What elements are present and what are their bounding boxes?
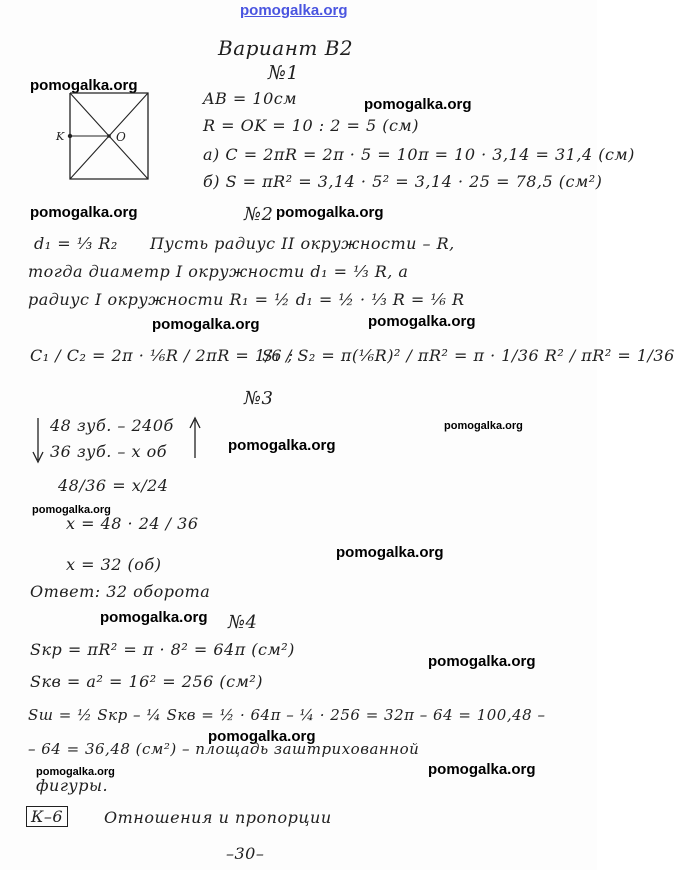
task1-radius: R = OK = 10 : 2 = 5 (см) [203,116,419,135]
task2-line2: тогда диаметр I окружности d₁ = ⅓ R, а [28,262,409,281]
task3-proportion: 48/36 = x/24 [58,476,169,495]
task1-part-a: а) C = 2πR = 2π · 5 = 10π = 10 · 3,14 = 31,4 (см) [203,145,635,164]
watermark-2[interactable]: pomogalka.org [364,96,472,113]
task4-s-sh-line3: фигуры. [36,776,109,795]
watermark-15[interactable]: pomogalka.org [428,761,536,778]
watermark-3[interactable]: pomogalka.org [30,204,138,221]
task3-result: x = 32 (об) [66,555,162,574]
task3-answer: Ответ: 32 оборота [30,582,211,601]
task2-ratio-s: S₁ / S₂ = π(⅙R)² / πR² = π · 1/36 R² / πR² = 1/36 [262,346,675,365]
watermark-11[interactable]: pomogalka.org [100,609,208,626]
section-code: К–6 [26,806,68,827]
task3-solve: x = 48 · 24 / 36 [66,514,199,533]
section-title: Отношения и пропорции [104,808,332,827]
task1-number: №1 [268,62,300,84]
task4-s-kr: Sкр = πR² = π · 8² = 64π (см²) [30,640,295,659]
task2-formula: d₁ = ⅓ R₂ [34,234,118,253]
watermark-13[interactable]: pomogalka.org [208,728,316,745]
task4-s-kv: Sкв = a² = 16² = 256 (см²) [30,672,264,691]
task4-s-sh-line2: – 64 = 36,48 (см²) – площадь заштрихованной [28,740,420,758]
variant-title: Вариант В2 [218,36,354,60]
task2-ratio-c: C₁ / C₂ = 2π · ⅙R / 2πR = 1/6 ; [30,346,294,365]
watermark-9[interactable]: pomogalka.org [32,504,111,516]
watermark-top[interactable]: pomogalka.org [240,2,348,19]
task1-given: AB = 10см [203,89,297,108]
task3-number: №3 [244,388,274,409]
watermark-4[interactable]: pomogalka.org [276,204,384,221]
label-o: O [116,130,126,144]
task3-row2: 36 зуб. – x об [50,442,167,461]
watermark-12[interactable]: pomogalka.org [428,653,536,670]
watermark-14[interactable]: pomogalka.org [36,766,115,778]
task4-number: №4 [228,612,258,633]
task4-s-sh-line1: Sш = ½ Sкр – ¼ Sкв = ½ · 64π – ¼ · 256 = 32π – 64 = 100,48 – [28,706,546,724]
task1-part-b: б) S = πR² = 3,14 · 5² = 3,14 · 25 = 78,5 (см²) [203,172,603,191]
label-k: K [56,130,65,143]
watermark-7[interactable]: pomogalka.org [444,420,523,432]
task3-row1: 48 зуб. – 240б [50,416,174,435]
task2-number: №2 [244,204,274,225]
watermark-5[interactable]: pomogalka.org [152,316,260,333]
watermark-6[interactable]: pomogalka.org [368,313,476,330]
watermark-1[interactable]: pomogalka.org [30,77,138,94]
watermark-10[interactable]: pomogalka.org [336,544,444,561]
page-number: –30– [226,844,265,863]
task2-line1: Пусть радиус II окружности – R, [150,234,455,253]
watermark-8[interactable]: pomogalka.org [228,437,336,454]
task2-line3: радиус I окружности R₁ = ½ d₁ = ½ · ⅓ R = ⅙ R [28,290,465,309]
